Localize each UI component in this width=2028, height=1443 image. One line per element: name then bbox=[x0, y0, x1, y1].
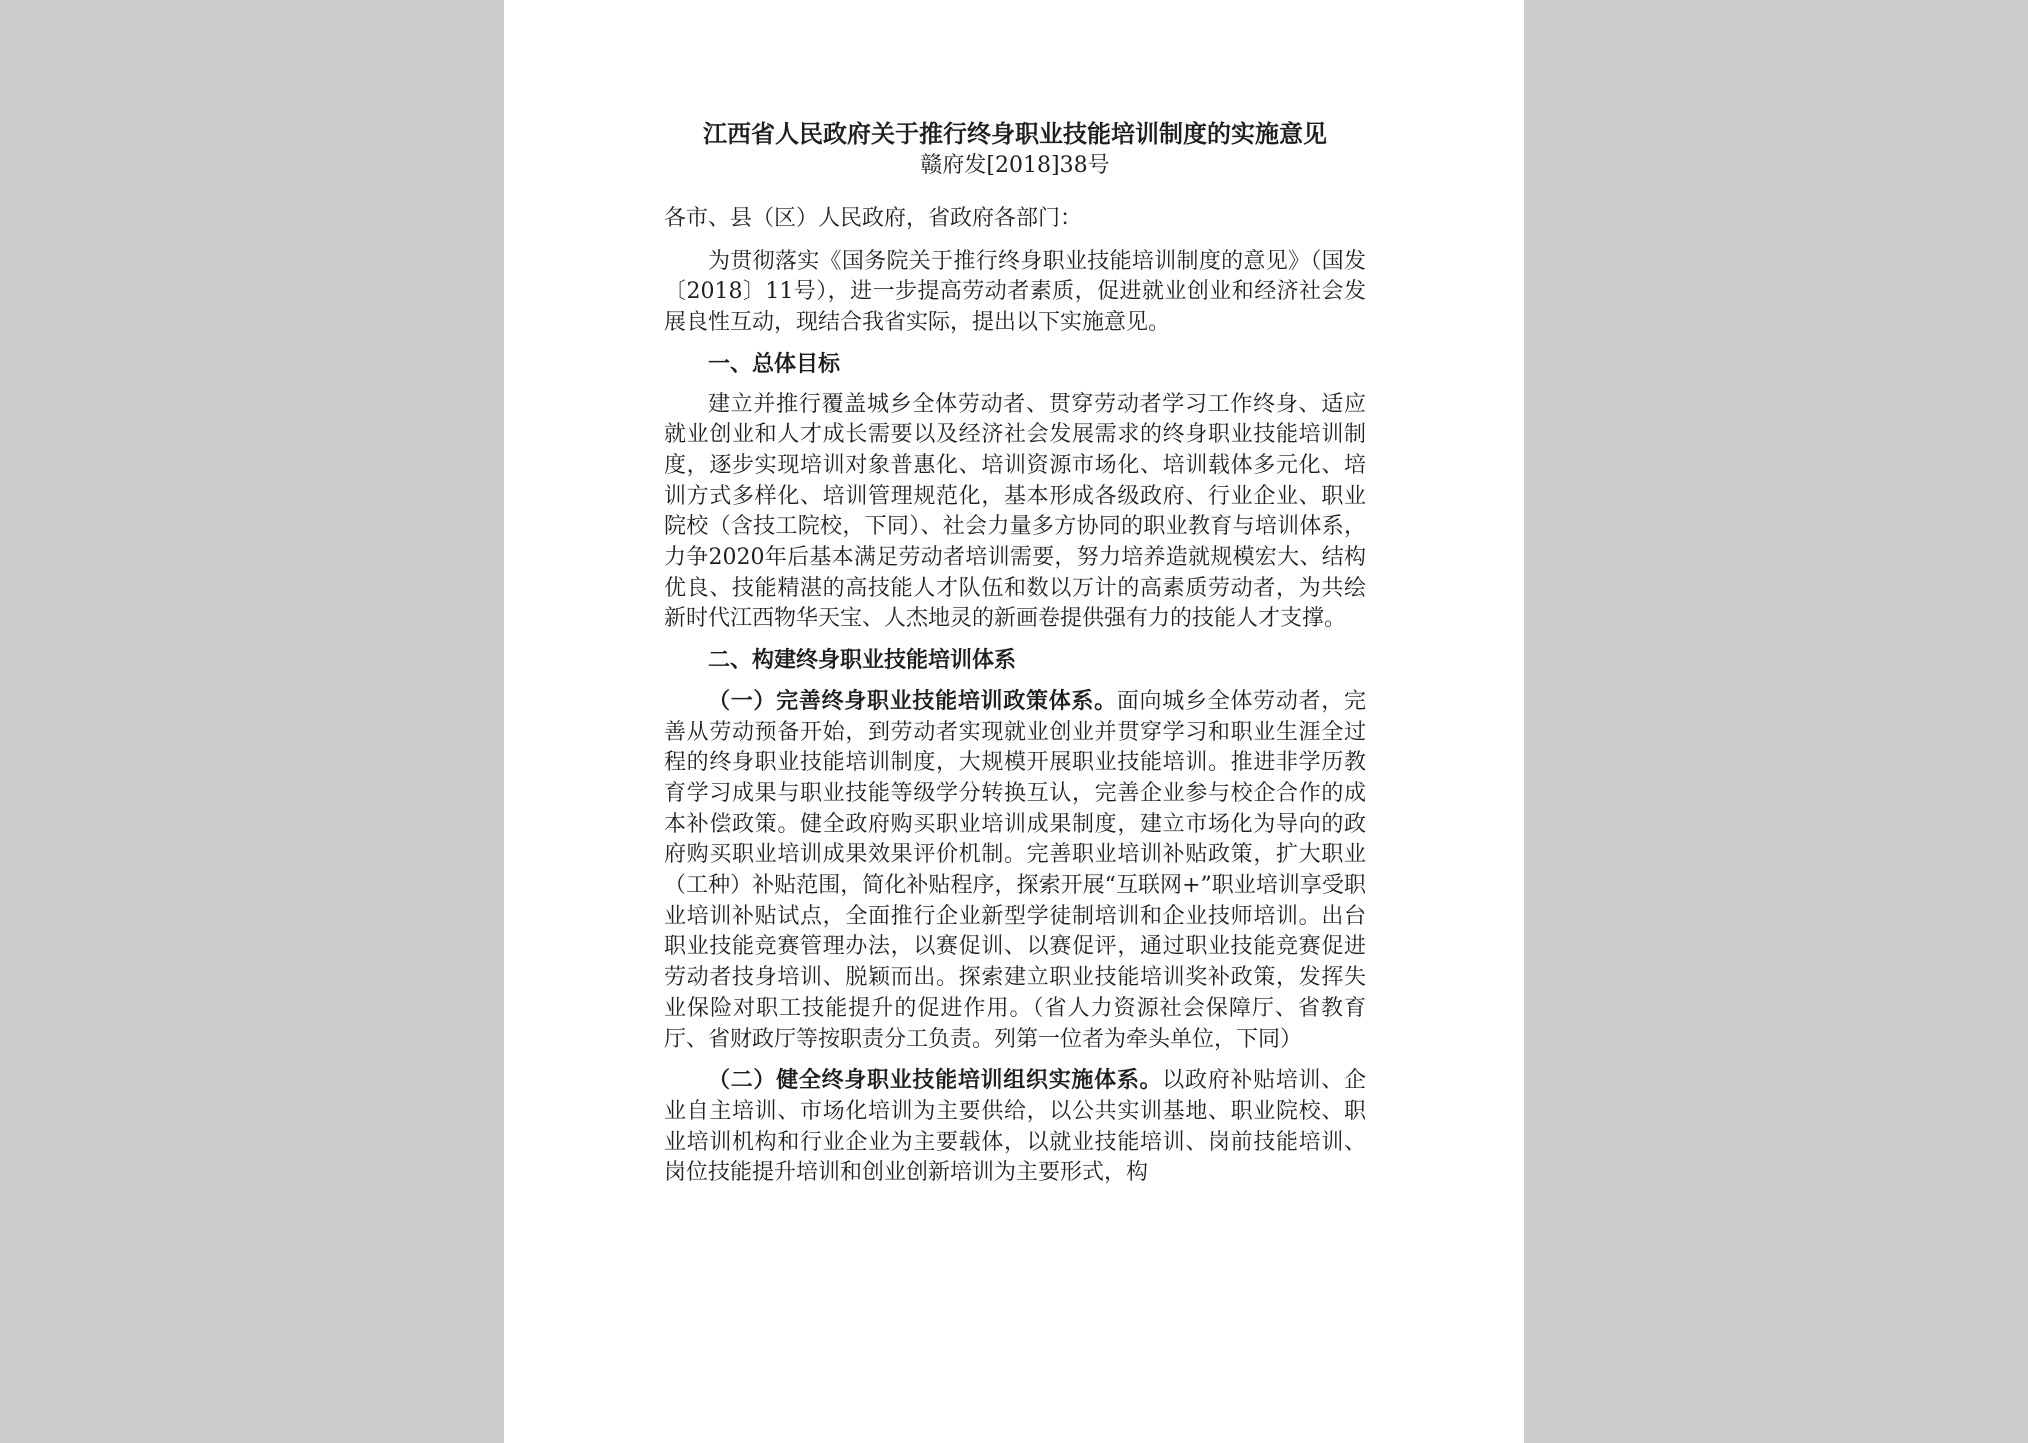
document-title: 江西省人民政府关于推行终身职业技能培训制度的实施意见 bbox=[703, 119, 1327, 148]
document-body bbox=[664, 118, 1366, 1199]
section-1-heading: 一、总体目标 bbox=[708, 350, 841, 377]
subsection-2-body: 以政府补贴培训、企业自主培训、市场化培训为主要供给，以公共实训基地、职业院校、职业培训机构和行业企业为主要载体，以就业技能培训、岗前技能培训、岗位技能提升培训和创业创新培训为主要形式，构 bbox=[664, 1068, 1366, 1186]
subsection-1-lead: （一）完善终身职业技能培训政策体系。 bbox=[708, 687, 1117, 714]
subsection-1-paragraph bbox=[664, 686, 1366, 1055]
section-2-heading: 二、构建终身职业技能培训体系 bbox=[708, 647, 1017, 674]
document-page bbox=[504, 0, 1524, 1443]
salutation: 各市、县（区）人民政府，省政府各部门： bbox=[664, 206, 1083, 231]
subsection-2-lead: （二）健全终身职业技能培训组织实施体系。 bbox=[708, 1067, 1163, 1094]
intro-paragraph: 为贯彻落实《国务院关于推行终身职业技能培训制度的意见》（国发〔2018〕11号），进一步提高劳动者素质，促进就业创业和经济社会发展良性互动，现结合我省实际，提出以下实施意见。 bbox=[664, 248, 1366, 336]
subsection-2-paragraph bbox=[664, 1065, 1366, 1189]
subsection-1-body: 面向城乡全体劳动者，完善从劳动预备开始，到劳动者实现就业创业并贯穿学习和职业生涯全过程的终身职业技能培训制度，大规模开展职业技能培训。推进非学历教育学习成果与职业技能等级学分转换互认，完善企业参与校企合作的成本补偿政策。健全政府购买职业培训成果制度，建立市场化为导向的政府购买职业培训成果效果评价机制。完善职业培训补贴政策，扩大职业（工种）补贴范围，简化补贴程序，探索开展“互联网+”职业培训享受职业培训补贴试点，全面推行企业新型学徒制培训和企业技师培训。出台职业技能竞赛管理办法，以赛促训、以赛促评，通过职业技能竞赛促进劳动者技身培训、脱颖而出。探索建立职业技能培训奖补政策，发挥失业保险对职工技能提升的促进作用。（省人力资源社会保障厅、省教育厅、省财政厅等按职责分工负责。列第一位者为牵头单位，下同） bbox=[664, 688, 1366, 1052]
document-number: 赣府发[2018]38号 bbox=[920, 153, 1110, 178]
section-1-paragraph: 建立并推行覆盖城乡全体劳动者、贯穿劳动者学习工作终身、适应就业创业和人才成长需要以及经济社会发展需求的终身职业技能培训制度，逐步实现培训对象普惠化、培训资源市场化、培训载体多元化、培训方式多样化、培训管理规范化，基本形成各级政府、行业企业、职业院校（含技工院校，下同）、社会力量多方协同的职业教育与培训体系，力争2020年后基本满足劳动者培训需要，努力培养造就规模宏大、结构优良、技能精湛的高技能人才队伍和数以万计的高素质劳动者，为共绘新时代江西物华天宝、人杰地灵的新画卷提供强有力的技能人才支撑。 bbox=[664, 391, 1366, 632]
